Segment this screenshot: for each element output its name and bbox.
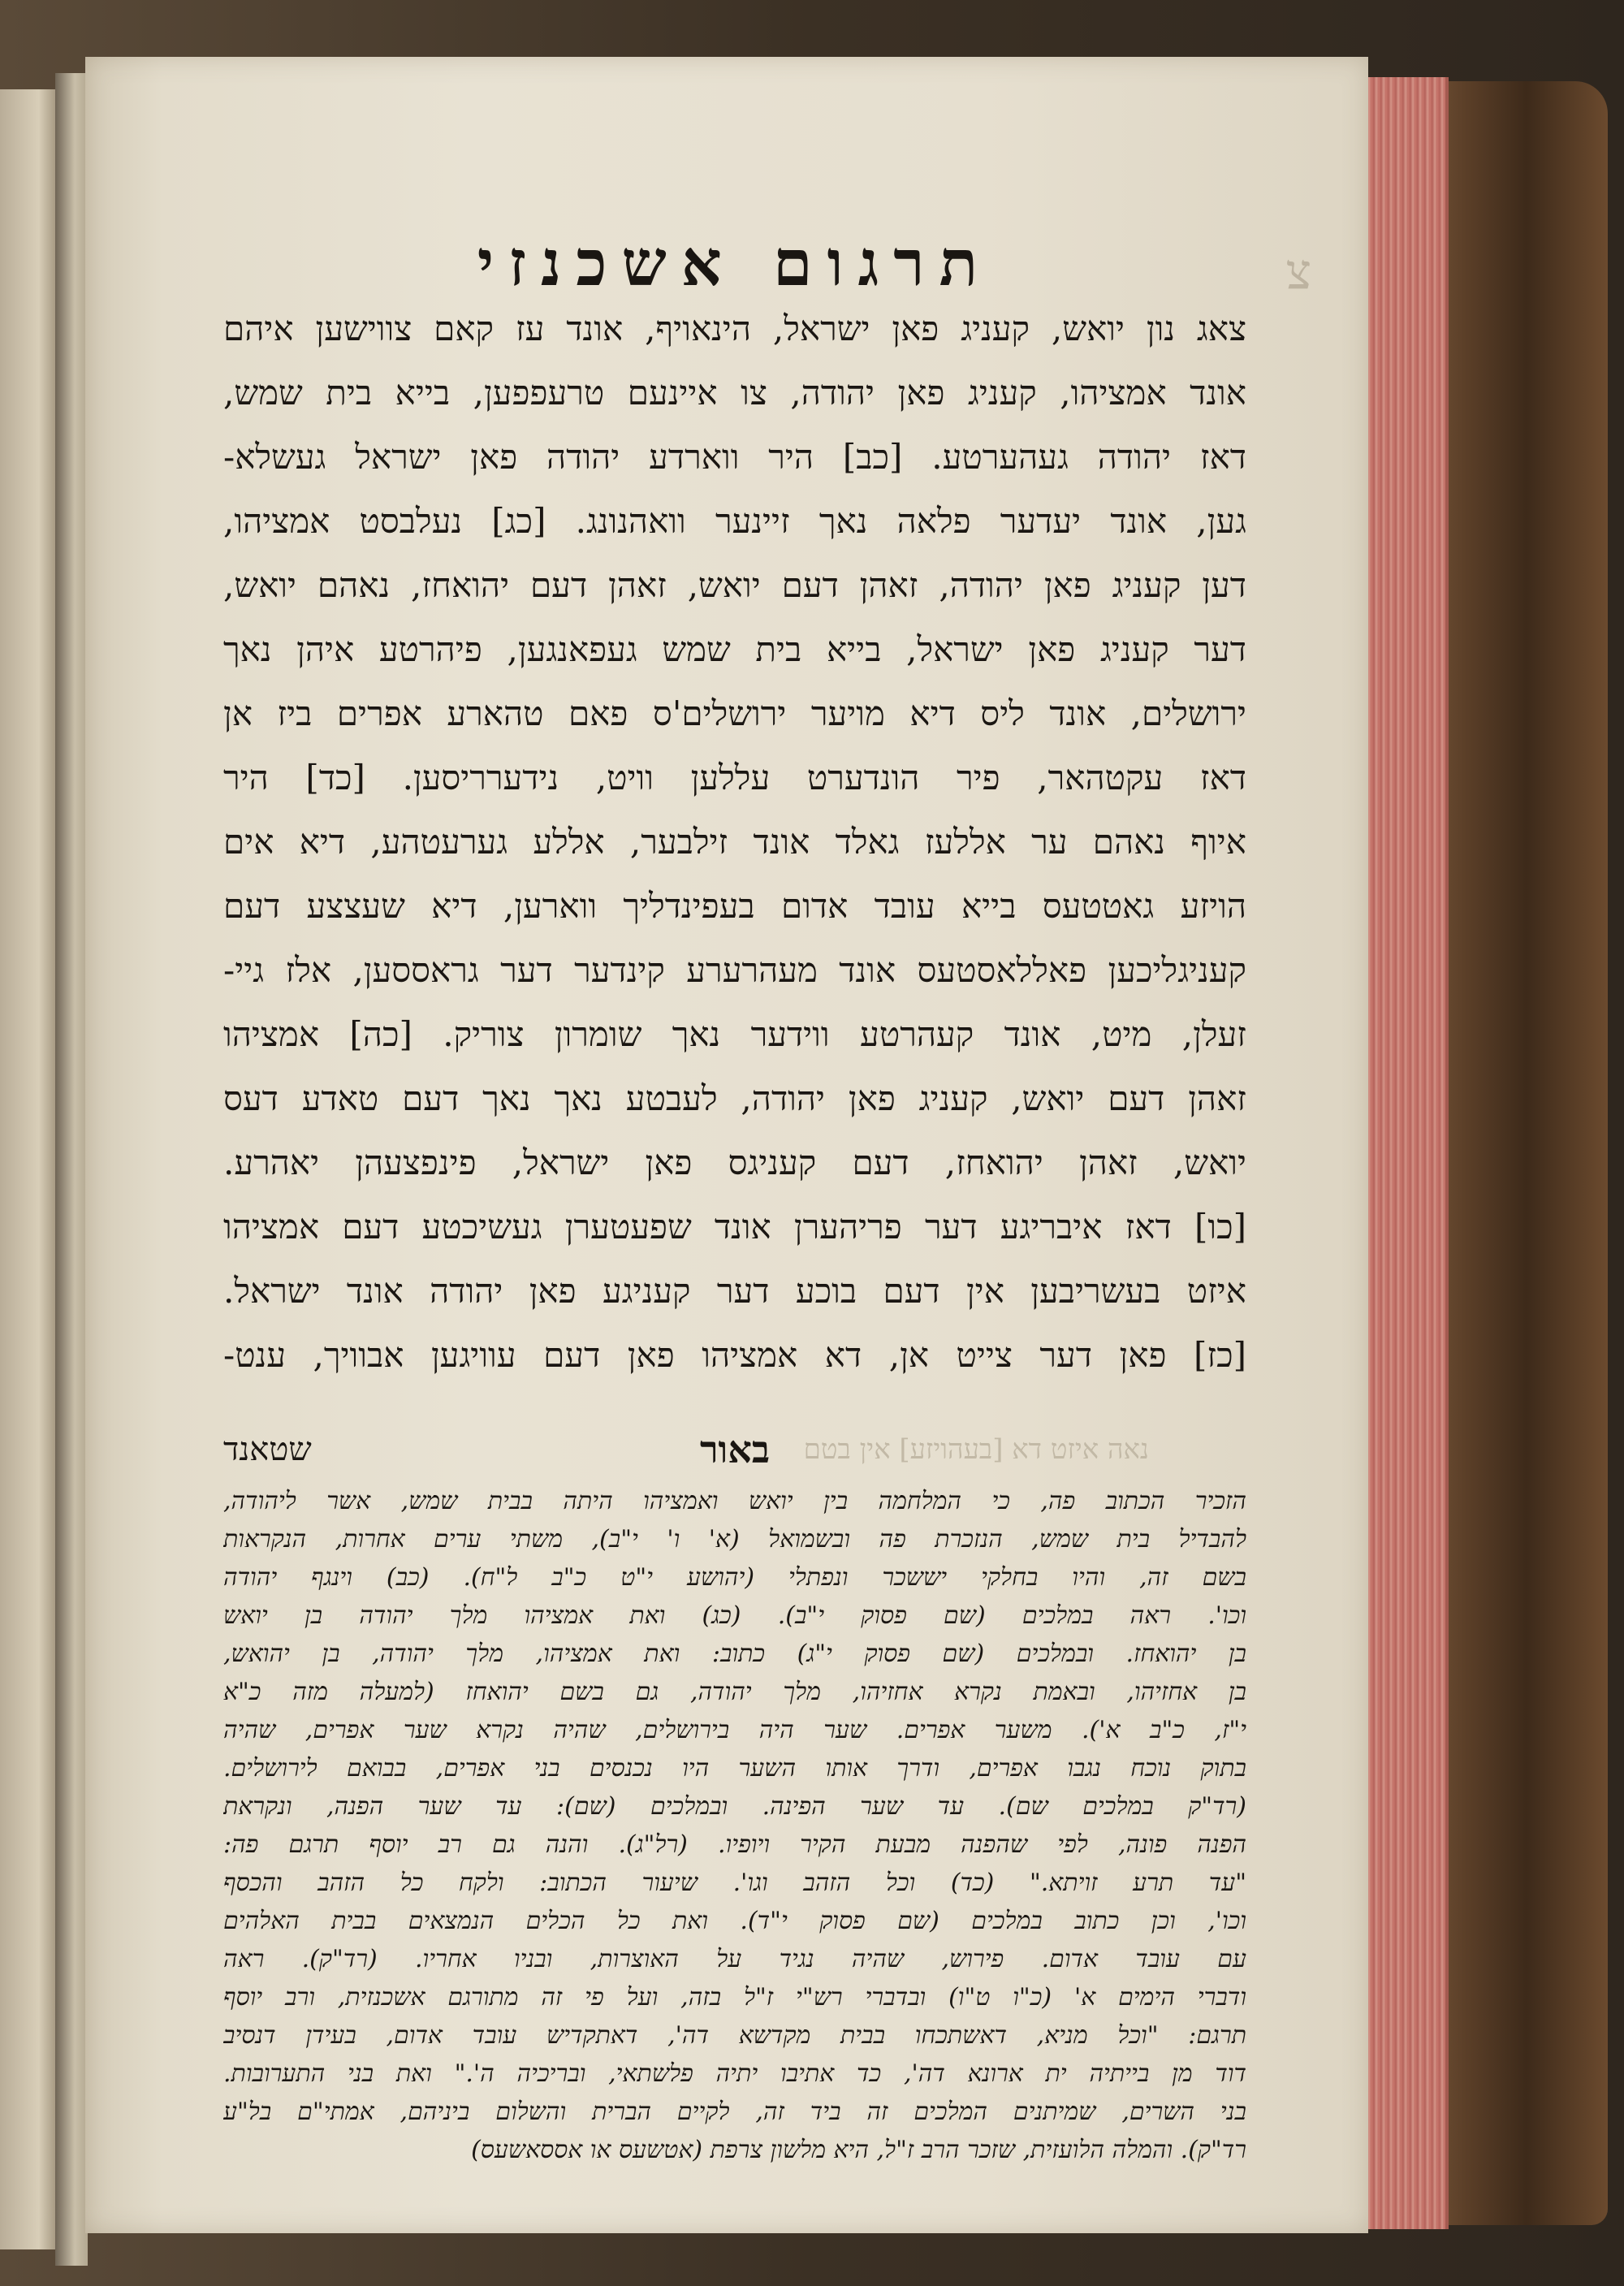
commentary-line: רד"ק). והמלה הלועזית, שזכר הרב ז"ל, היא מלשון צרפת (אטשעס או אססאשעס) xyxy=(471,2136,1246,2164)
text-line: זאהן דעם יואש, קעניג פאן יהודה, לעבטע נאך נאך דעם טאדע דעס xyxy=(223,1078,1246,1118)
commentary-line: י"ז, כ"ב א'). משער אפרים. שער היה בירושלים, שהיה נקרא שער אפרים, שהיה xyxy=(223,1716,1246,1744)
commentary-line: הפנה פונה, לפי שהפנה מבעת הקיר ויופיו. (רל"ג). והנה גם רב יוסף תרגם פה: xyxy=(223,1830,1246,1859)
text-line: איזט בעשריבען אין דעם בוכע דער קעניגע פאן יהודה אונד ישראל. xyxy=(223,1271,1246,1311)
text-line: קעניגליכען פאללאסטעס אונד מעהרערע קינדער דער גראססען, אלז גיי- xyxy=(223,950,1246,990)
red-page-edges xyxy=(1364,77,1449,2229)
commentary-line: תרגם: "וכל מניא, דאשתכחו בבית מקדשא דה', דאתקדיש עובד אדום, בעידן דנסיב xyxy=(223,2021,1246,2050)
commentary-line: בתוק נוכח נגבו אפרים, ודרך אותו השער היו נכנסים בני אפרים, בבואם לירושלים. xyxy=(223,1754,1246,1783)
text-line: ירושלים, אונד ליס דיא מויער ירושלים'ס פאם טהארע אפרים ביז אן xyxy=(223,694,1246,733)
catchword: שטאנד xyxy=(223,1431,312,1468)
text-line: דאז יהודה געהערטע. [כב] היר ווארדע יהודה פאן ישראל געשלא- xyxy=(223,437,1246,477)
commentary-line: בשם זה, והיו בחלקי יששכר ונפתלי (יהושע י"ט כ"ב ל"ח). (כב) וינגף יהודה xyxy=(223,1563,1246,1592)
text-line: אונד אמציהו, קעניג פאן יהודה, צו איינעם טרעפפען, בייא בית שמש, xyxy=(223,373,1246,413)
text-line: צאג נון יואש, קעניג פאן ישראל, הינאויף, אונד עז קאם צווישען איהם xyxy=(223,309,1246,348)
text-line: דען קעניג פאן יהודה, זאהן דעם יואש, זאהן דעם יהואחז, נאהם יואש, xyxy=(223,565,1246,605)
commentary-line: עם עובד אדום. פירוש, שהיה נגיד על האוצרות, ובניו אחריו. (רד"ק). ראה xyxy=(223,1945,1246,1973)
commentary-line: (רד"ק במלכים שם). עד שער הפינה. ובמלכים (שם): עד שער הפנה, ונקראת xyxy=(223,1792,1246,1821)
commentary-line: בן יהואחז. ובמלכים (שם פסוק י"ג) כתוב: ואת אמציהו, מלך יהודה, בן יהואש, xyxy=(223,1640,1246,1668)
commentary-line: ודברי הימים א' (כ"ו ט"ו) ובדברי רש"י ז"ל בזה, ועל פי זה מתורגם אשכנזית, ורב יוסף xyxy=(223,1983,1246,2012)
bleed-through-mark: צ xyxy=(1285,244,1311,300)
page-content xyxy=(223,219,1311,2184)
text-line: [כז] פאן דער צייט אן, דא אמציהו פאן דעם עוויגען אבוויך, ענט- xyxy=(223,1335,1246,1375)
commentary-line: הזכיר הכתוב פה, כי המלחמה בין יואש ואמציהו היתה בבית שמש, אשר ליהודה, xyxy=(223,1487,1246,1515)
bleed-through-line: נאה איזט דא [בעהויזע] אין בטם xyxy=(803,1433,1149,1466)
book-page xyxy=(85,57,1368,2233)
text-line: איוף נאהם ער אללעז גאלד אונד זילבער, אללע גערעטהע, דיא אים xyxy=(223,822,1246,862)
commentary-line: בני השרים, שמיתנים המלכים זה ביד זה, לקיים הברית והשלום ביניהם, אמתי"ם בל"ע xyxy=(223,2098,1246,2126)
text-line: הויזע גאטטעס בייא עובד אדום בעפינדליך ווארען, דיא שעצצע דעם xyxy=(223,886,1246,926)
commentary-line: וכו'. ראה במלכים (שם פסוק י"ב). (כג) ואת אמציהו מלך יהודה בן יואש xyxy=(223,1601,1246,1630)
commentary-line: "עד תרע זויתא." (כד) וכל הזהב וגו'. שיעור הכתוב: ולקח כל הזהב והכסף xyxy=(223,1869,1246,1897)
book-gutter xyxy=(55,73,88,2266)
commentary-text xyxy=(223,1482,1246,2169)
left-page-edge xyxy=(0,89,58,2249)
text-line: גען, אונד יעדער פלאה נאך זיינער וואהנונג. [כג] נעלבסט אמציהו, xyxy=(223,501,1246,541)
translation-text xyxy=(223,296,1246,1387)
running-head: תרגום אשכנזי xyxy=(477,227,993,300)
text-line: יואש, זאהן יהואחז, דעם קעניגס פאן ישראל, פינפצעהן יאהרע. xyxy=(223,1143,1246,1182)
commentary-line: להבדיל בית שמש, הנזכרת פה ובשמואל (א' ו' י"ב), משתי ערים אחרות, הנקראות xyxy=(223,1525,1246,1554)
commentary-line: בן אחזיהו, ובאמת נקרא אחזיהו, מלך יהודה, גם בשם יהואחז (למעלה מזה כ"א xyxy=(223,1678,1246,1706)
text-line: דאז עקטהאר, פיר הונדערט עללען וויט, נידערריסען. [כד] היר xyxy=(223,758,1246,797)
commentary-heading xyxy=(223,1425,1246,1474)
text-line: דער קעניג פאן ישראל, בייא בית שמש געפאנגען, פיהרטע איהן נאך xyxy=(223,629,1246,669)
text-line: [כו] דאז איבריגע דער פריהערן אונד שפעטערן געשיכטע דעם אמציהו xyxy=(223,1207,1246,1247)
commentary-line: דוד מן בייתיה ית ארונא דה', כד אתיבו יתיה פלשתאי, ובריכיה ה'." ואת בני התערובות. xyxy=(223,2059,1246,2088)
commentary-line: וכו', וכן כתוב במלכים (שם פסוק י"ד). ואת כל הכלים הנמצאים בבית האלהים xyxy=(223,1907,1246,1935)
text-line: זעלן, מיט, אונד קעהרטע ווידער נאך שומרון צוריק. [כה] אמציהו xyxy=(223,1014,1246,1054)
section-title: באור xyxy=(699,1428,771,1471)
